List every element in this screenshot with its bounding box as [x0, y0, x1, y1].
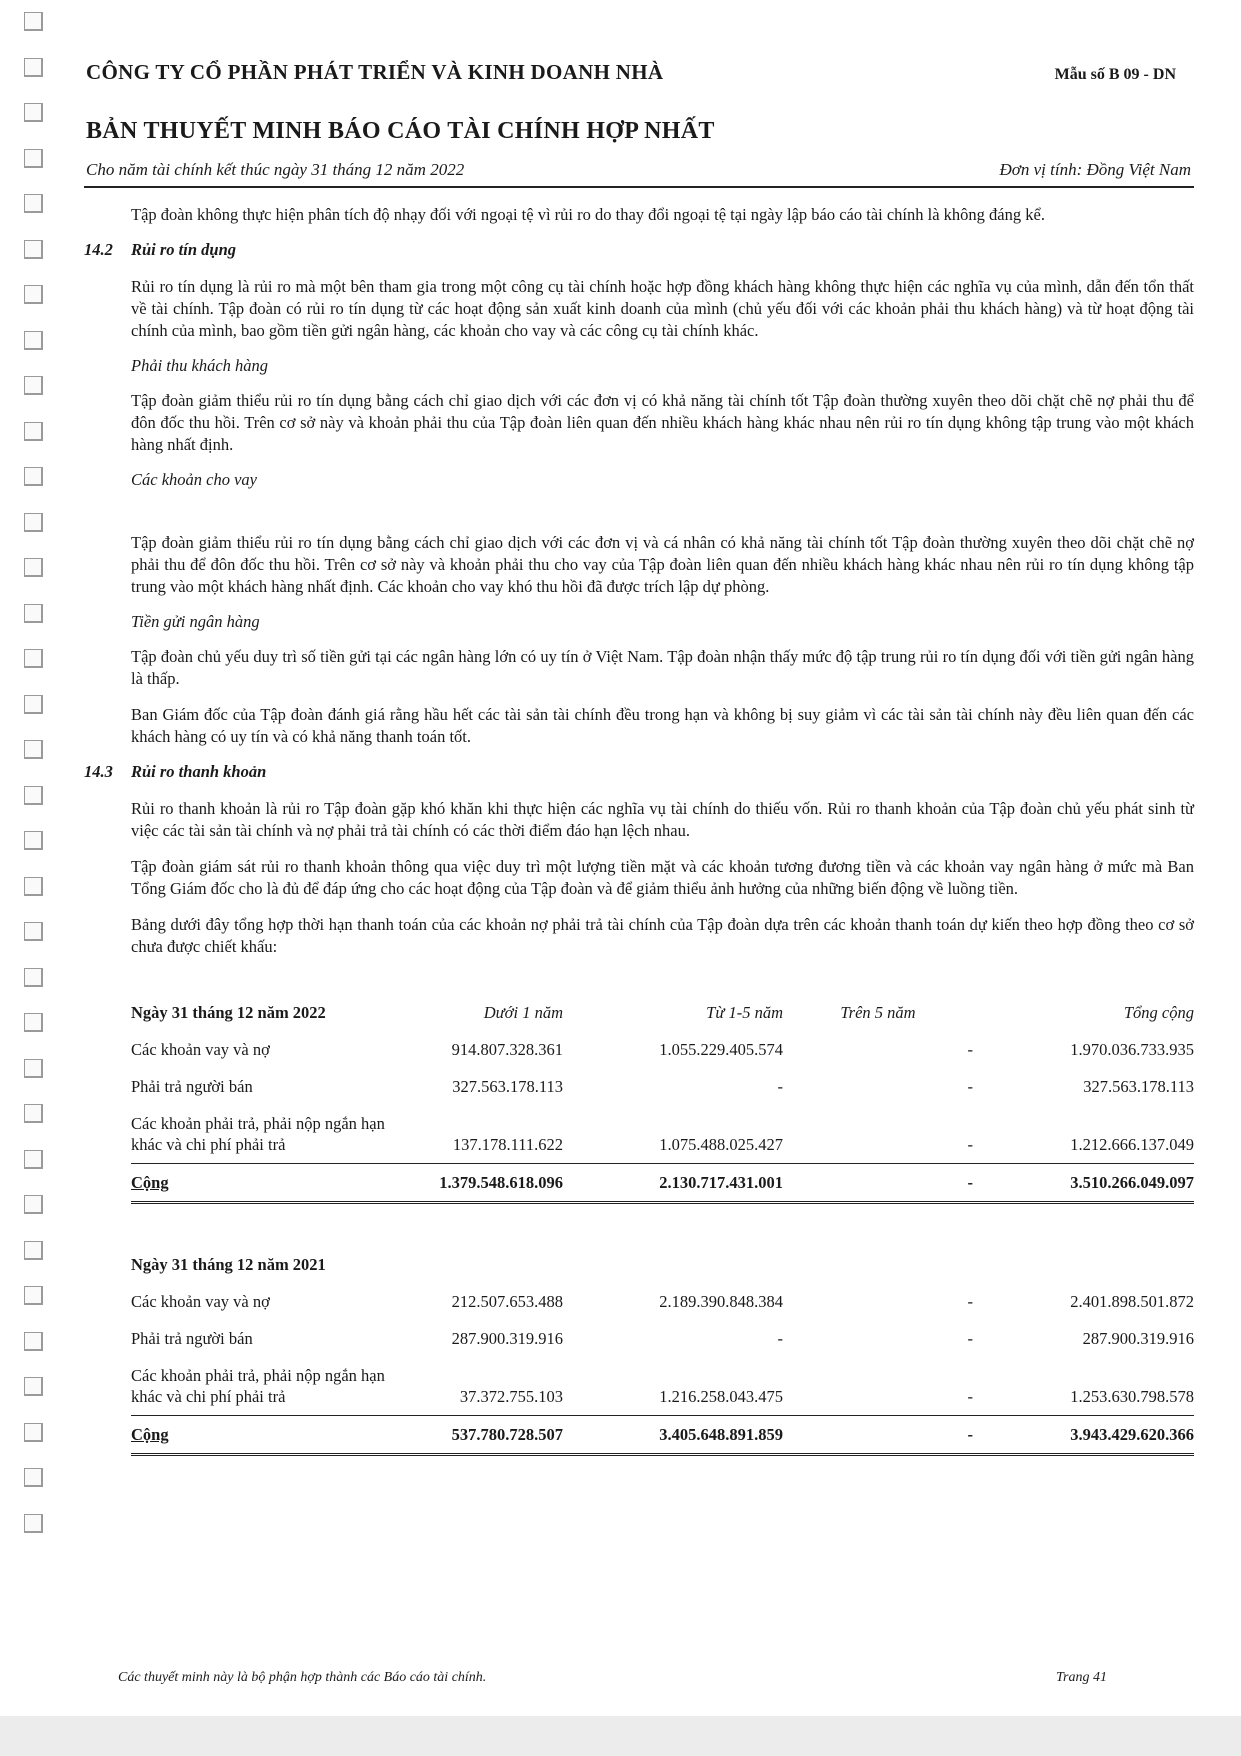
row-label: Phải trả người bán	[131, 1329, 253, 1348]
cell-1-to-5-years: -	[777, 1077, 783, 1096]
total-under-1-year: 537.780.728.507	[393, 1416, 563, 1455]
binding-ring	[24, 1332, 43, 1351]
table-row	[131, 1105, 1194, 1164]
table-header-2021	[131, 1246, 1194, 1283]
binding-ring	[24, 1286, 43, 1305]
binding-ring	[24, 422, 43, 441]
cell-over-5-years: -	[967, 1077, 973, 1096]
binding-ring	[24, 240, 43, 259]
binding-ring	[24, 1195, 43, 1214]
binding-ring	[24, 558, 43, 577]
cell-under-1-year: 327.563.178.113	[452, 1077, 563, 1096]
binding-ring	[24, 922, 43, 941]
table-gap	[84, 972, 1194, 994]
receivables-paragraph: Tập đoàn giảm thiểu rủi ro tín dụng bằng cách chỉ giao dịch với các đơn vị có khả năng tài chính tốt Tập đoàn thường xuyên theo dõi chặt chẽ nợ phải thu để đôn đốc thu hồi. Trên cơ sở này và khoản phải thu của Tập đoàn liên quan đến nhiều khách hàng khác nhau nên rủi ro tín dụng không tập trung vào một khách hàng nhất định.	[131, 391, 1194, 454]
section-title: Rủi ro tín dụng	[131, 240, 237, 259]
binding-ring	[24, 1013, 43, 1032]
blank-gap	[84, 504, 1194, 532]
cell-over-5-years: -	[967, 1387, 973, 1406]
loans-paragraph: Tập đoàn giảm thiểu rủi ro tín dụng bằng cách chỉ giao dịch với các đơn vị và cá nhân có khả năng tài chính tốt Tập đoàn thường xuyên theo dõi chặt chẽ nợ phải thu để đôn đốc thu hồi. Trên cơ sở này và khoản phải thu cho vay của Tập đoàn liên quan đến nhiều khách hàng khác nhau nên rủi ro tín dụng không tập trung vào một khách hàng nhất định. Các khoản cho vay khó thu hồi đã được trích lập dự phòng.	[131, 533, 1194, 596]
loans-subheading: Các khoản cho vay	[131, 470, 257, 489]
liquidity-paragraph-3: Bảng dưới đây tổng hợp thời hạn thanh toán của các khoản nợ phải trả tài chính của Tập đoàn dựa trên các khoản thanh toán dự kiến theo hợp đồng theo cơ sở chưa được chiết khấu:	[131, 915, 1194, 956]
table-row	[131, 1283, 1194, 1320]
total-label: Cộng	[131, 1416, 393, 1455]
col-header-under-1-year: Dưới 1 năm	[483, 1003, 563, 1022]
table-row	[131, 1320, 1194, 1357]
binding-ring	[24, 194, 43, 213]
total-1-to-5-years: 2.130.717.431.001	[563, 1164, 783, 1203]
binding-ring	[24, 103, 43, 122]
section-number: 14.3	[84, 762, 113, 781]
row-label: Các khoản phải trả, phải nộp ngắn hạn khác và chi phí phải trả	[131, 1114, 385, 1154]
binding-ring	[24, 740, 43, 759]
cell-under-1-year: 137.178.111.622	[452, 1135, 563, 1154]
binding-ring	[24, 467, 43, 486]
table-row	[131, 1031, 1194, 1068]
page-number: Trang 41	[1056, 1670, 1107, 1685]
section-14-3-heading	[84, 762, 1194, 782]
assessment-paragraph: Ban Giám đốc của Tập đoàn đánh giá rằng hầu hết các tài sản tài chính đều trong hạn và không bị suy giảm vì các tài sản tài chính này đều liên quan đến các khách hàng có uy tín và có khả năng thanh toán tốt.	[131, 705, 1194, 746]
cell-over-5-years: -	[967, 1135, 973, 1154]
col-header-1-to-5-years: Từ 1-5 năm	[706, 1003, 783, 1022]
col-header-total: Tổng cộng	[1123, 1003, 1194, 1022]
table-total-row	[131, 1164, 1194, 1203]
table-header-2022	[131, 994, 1194, 1031]
binding-ring	[24, 58, 43, 77]
binding-ring	[24, 1377, 43, 1396]
binding-ring	[24, 1104, 43, 1123]
binding-ring	[24, 1468, 43, 1487]
table-row	[131, 1357, 1194, 1416]
currency-unit: Đơn vị tính: Đồng Việt Nam	[999, 160, 1191, 179]
cell-total: 327.563.178.113	[1083, 1077, 1194, 1096]
table-total-row	[131, 1416, 1194, 1455]
binding-ring	[24, 12, 43, 31]
total-over-5-years: -	[783, 1164, 983, 1203]
section-number: 14.2	[84, 240, 113, 259]
total-1-to-5-years: 3.405.648.891.859	[563, 1416, 783, 1455]
binding-ring	[24, 331, 43, 350]
form-code: Mẫu số B 09 - DN	[1054, 66, 1176, 83]
cell-total: 1.253.630.798.578	[1070, 1387, 1194, 1406]
binding-ring	[24, 831, 43, 850]
binding-ring	[24, 285, 43, 304]
binding-ring	[24, 695, 43, 714]
binding-ring	[24, 1423, 43, 1442]
binding-ring	[24, 649, 43, 668]
cell-1-to-5-years: 1.055.229.405.574	[659, 1040, 783, 1059]
binding-ring	[24, 1514, 43, 1533]
cell-under-1-year: 287.900.319.916	[451, 1329, 563, 1348]
cell-total: 1.970.036.733.935	[1070, 1040, 1194, 1059]
binding-ring	[24, 786, 43, 805]
section-title: Rủi ro thanh khoản	[131, 762, 267, 781]
row-label: Các khoản phải trả, phải nộp ngắn hạn khác và chi phí phải trả	[131, 1366, 385, 1406]
cell-total: 287.900.319.916	[1082, 1329, 1194, 1348]
cell-total: 1.212.666.137.049	[1070, 1135, 1194, 1154]
binding-ring	[24, 1150, 43, 1169]
cell-over-5-years: -	[967, 1329, 973, 1348]
cell-under-1-year: 37.372.755.103	[459, 1387, 563, 1406]
cell-under-1-year: 212.507.653.488	[451, 1292, 563, 1311]
intro-paragraph: Tập đoàn không thực hiện phân tích độ nhạy đối với ngoại tệ vì rủi ro do thay đổi ngoại tệ tại ngày lập báo cáo tài chính là không đáng kể.	[131, 205, 1045, 224]
cell-1-to-5-years: 1.075.488.025.427	[659, 1135, 783, 1154]
header-rule	[84, 186, 1194, 188]
scan-bottom-edge	[0, 1716, 1241, 1756]
binding-ring	[24, 968, 43, 987]
cell-over-5-years: -	[967, 1040, 973, 1059]
binding-ring	[24, 149, 43, 168]
deposits-paragraph: Tập đoàn chủ yếu duy trì số tiền gửi tại các ngân hàng lớn có uy tín ở Việt Nam. Tập đoàn nhận thấy mức độ tập trung rủi ro tín dụng đối với tiền gửi ngân hàng là thấp.	[131, 647, 1194, 688]
year-heading: Ngày 31 tháng 12 năm 2021	[131, 1255, 326, 1274]
binding-ring	[24, 513, 43, 532]
col-header-over-5-years: Trên 5 năm	[840, 1003, 916, 1022]
company-name: CÔNG TY CỔ PHẦN PHÁT TRIỂN VÀ KINH DOANH NHÀ	[86, 60, 664, 84]
receivables-subheading: Phải thu khách hàng	[131, 356, 269, 375]
section-14-2-heading	[84, 240, 1194, 260]
binding-ring	[24, 376, 43, 395]
liquidity-paragraph-1: Rủi ro thanh khoản là rủi ro Tập đoàn gặp khó khăn khi thực hiện các nghĩa vụ tài chính do thiếu vốn. Rủi ro thanh khoản của Tập đoàn chủ yếu phát sinh từ việc các tài sản tài chính và nợ phải trả tài chính có các thời điểm đáo hạn lệch nhau.	[131, 799, 1194, 840]
table-row	[131, 1068, 1194, 1105]
liquidity-paragraph-2: Tập đoàn giám sát rủi ro thanh khoản thông qua việc duy trì một lượng tiền mặt và các khoản tương đương tiền và các khoản vay ngân hàng ở mức mà Ban Tổng Giám đốc cho là đủ để đáp ứng cho các hoạt động của Tập đoàn và để giảm thiểu ảnh hưởng của những biến động về luồng tiền.	[131, 857, 1194, 898]
cell-1-to-5-years: -	[777, 1329, 783, 1348]
reporting-period: Cho năm tài chính kết thúc ngày 31 tháng 12 năm 2022	[86, 160, 465, 179]
footer-note: Các thuyết minh này là bộ phận hợp thành các Báo cáo tài chính.	[118, 1670, 487, 1685]
cell-over-5-years: -	[967, 1292, 973, 1311]
binding-ring	[24, 604, 43, 623]
cell-total: 2.401.898.501.872	[1070, 1292, 1194, 1311]
row-label: Phải trả người bán	[131, 1077, 253, 1096]
cell-1-to-5-years: 1.216.258.043.475	[659, 1387, 783, 1406]
credit-risk-paragraph: Rủi ro tín dụng là rủi ro mà một bên tham gia trong một công cụ tài chính hoặc hợp đồng khách hàng không thực hiện các nghĩa vụ của mình, dẫn đến tổn thất về tài chính. Tập đoàn có rủi ro tín dụng từ các hoạt động sản xuất kinh doanh của mình (chủ yếu đối với các khoản phải thu khách hàng) và từ hoạt động tài chính của mình, bao gồm tiền gửi ngân hàng, các khoản cho vay và các công cụ tài chính khác.	[131, 277, 1194, 340]
total-total: 3.510.266.049.097	[983, 1164, 1194, 1203]
document-title: BẢN THUYẾT MINH BÁO CÁO TÀI CHÍNH HỢP NHẤT	[86, 118, 715, 144]
table-spacer	[131, 1203, 1194, 1247]
page-content	[84, 204, 1194, 1456]
row-label: Các khoản vay và nợ	[131, 1292, 270, 1311]
cell-under-1-year: 914.807.328.361	[451, 1040, 563, 1059]
binding-rings	[18, 0, 48, 1756]
binding-ring	[24, 1059, 43, 1078]
total-under-1-year: 1.379.548.618.096	[393, 1164, 563, 1203]
row-label: Các khoản vay và nợ	[131, 1040, 270, 1059]
binding-ring	[24, 1241, 43, 1260]
binding-ring	[24, 877, 43, 896]
total-label: Cộng	[131, 1164, 393, 1203]
liquidity-table	[131, 994, 1194, 1456]
total-over-5-years: -	[783, 1416, 983, 1455]
total-total: 3.943.429.620.366	[983, 1416, 1194, 1455]
deposits-subheading: Tiền gửi ngân hàng	[131, 612, 260, 631]
cell-1-to-5-years: 2.189.390.848.384	[659, 1292, 783, 1311]
year-heading: Ngày 31 tháng 12 năm 2022	[131, 1003, 326, 1022]
